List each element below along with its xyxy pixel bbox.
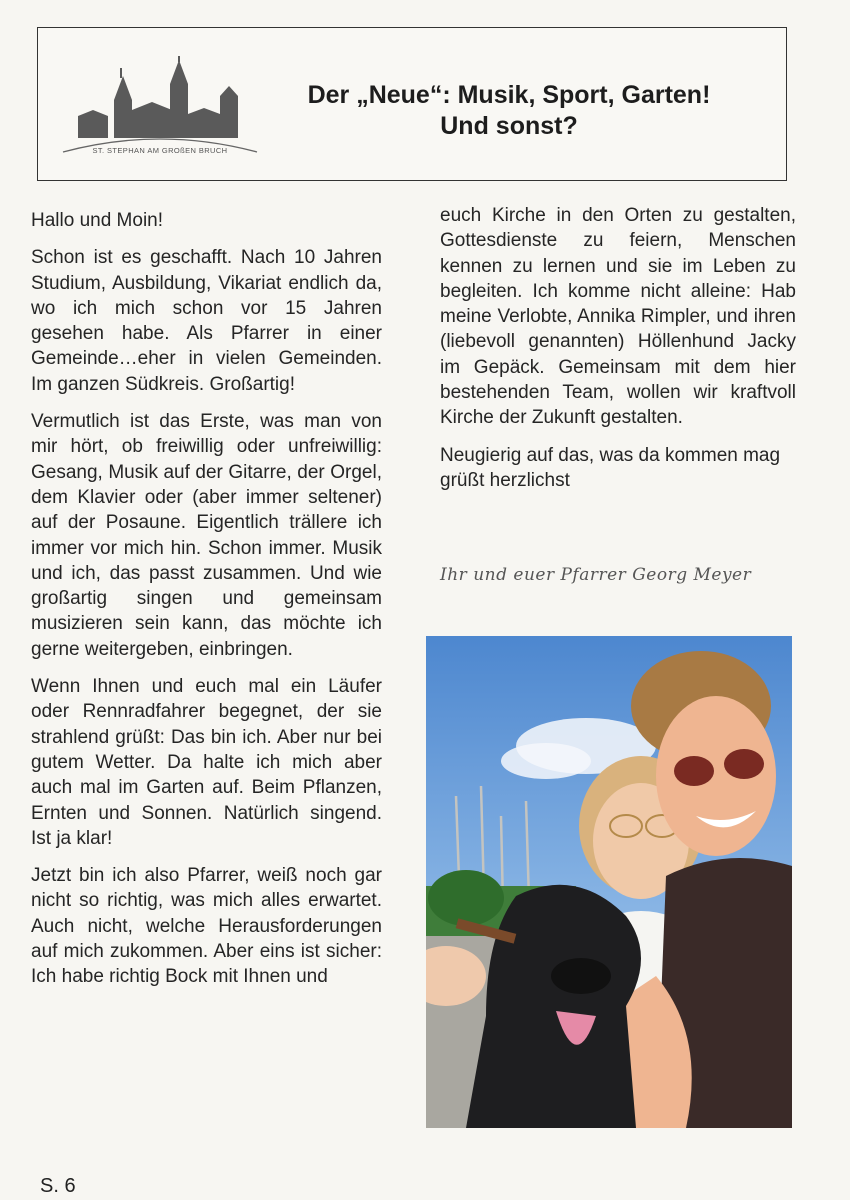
paragraph-intro: Schon ist es geschafft. Nach 10 Jahren Studium, Ausbildung, Vikariat endlich da, wo ich mich schon vor 15 Jahren gesehen habe. Als Pfarrer in einer Gemeinde…eher in vielen Gemeinden. Im ganzen Südkreis. Großartig! (31, 247, 382, 395)
title-line-1: Der „Neue“: Musik, Sport, Garten! (307, 81, 711, 109)
paragraph-music: Vermutlich ist das Erste, was man von mir hört, ob freiwillig oder unfreiwillig: Gesang, Musik auf der Gitarre, der Orgel, dem Klavier oder (aber immer seltener) auf der Posaune. Eigentlich trällere ich immer vor mich hin. Schon immer. Musik und ich, das passt zusammen. Und wie großartig singen und gemeinsam musizieren sein kann, das möchte ich gerne weitergeben, einbringen. (31, 411, 382, 660)
paragraph-continuation: euch Kirche in den Orten zu gestalten, Gottesdienste zu feiern, Menschen kennen zu lernen und sie im Leben zu begleiten. Ich komme nicht alleine: Hab meine Verlobte, Annika Rimpler, und ihren (liebevoll genannten) Höllenhund Jacky im Gepäck. Gemeinsam mit dem hier bestehenden Team, wollen wir kraftvoll Kirche der Zukunft gestalten. (440, 205, 796, 429)
greeting: Hallo und Moin! (31, 210, 164, 231)
article-title (274, 80, 744, 142)
page-number: S. 6 (40, 1175, 76, 1197)
article-header (37, 27, 787, 181)
church-logo (60, 56, 260, 160)
logo-text: ST. STEPHAN AM GROßEN BRUCH (92, 146, 228, 155)
couple-with-dog-photo (426, 636, 792, 1128)
right-column (440, 203, 796, 505)
paragraph-sport: Wenn Ihnen und euch mal ein Läufer oder Rennradfahrer begegnet, der sie strahlend grüßt: Das bin ich. Aber nur bei gutem Wetter. Da halte ich mich aber auch mal im Garten auf. Beim Pflanzen, Ernten und Sonnen. Natürlich singend. Ist ja klar! (31, 676, 382, 849)
left-column (31, 208, 382, 1002)
church-silhouette-icon (60, 56, 260, 160)
paragraph-closing: Neugierig auf das, was da kommen mag grüßt herzlichst (440, 444, 781, 491)
title-line-2: Und sonst? (440, 112, 578, 140)
signature: Ihr und euer Pfarrer Georg Meyer (440, 565, 752, 585)
paragraph-pastor: Jetzt bin ich also Pfarrer, weiß noch gar nicht so richtig, was mich alles erwartet. Auch nicht, welche Herausforderungen auf mich zukommen. Aber eins ist sicher: Ich habe richtig Bock mit Ihnen und (31, 865, 382, 988)
